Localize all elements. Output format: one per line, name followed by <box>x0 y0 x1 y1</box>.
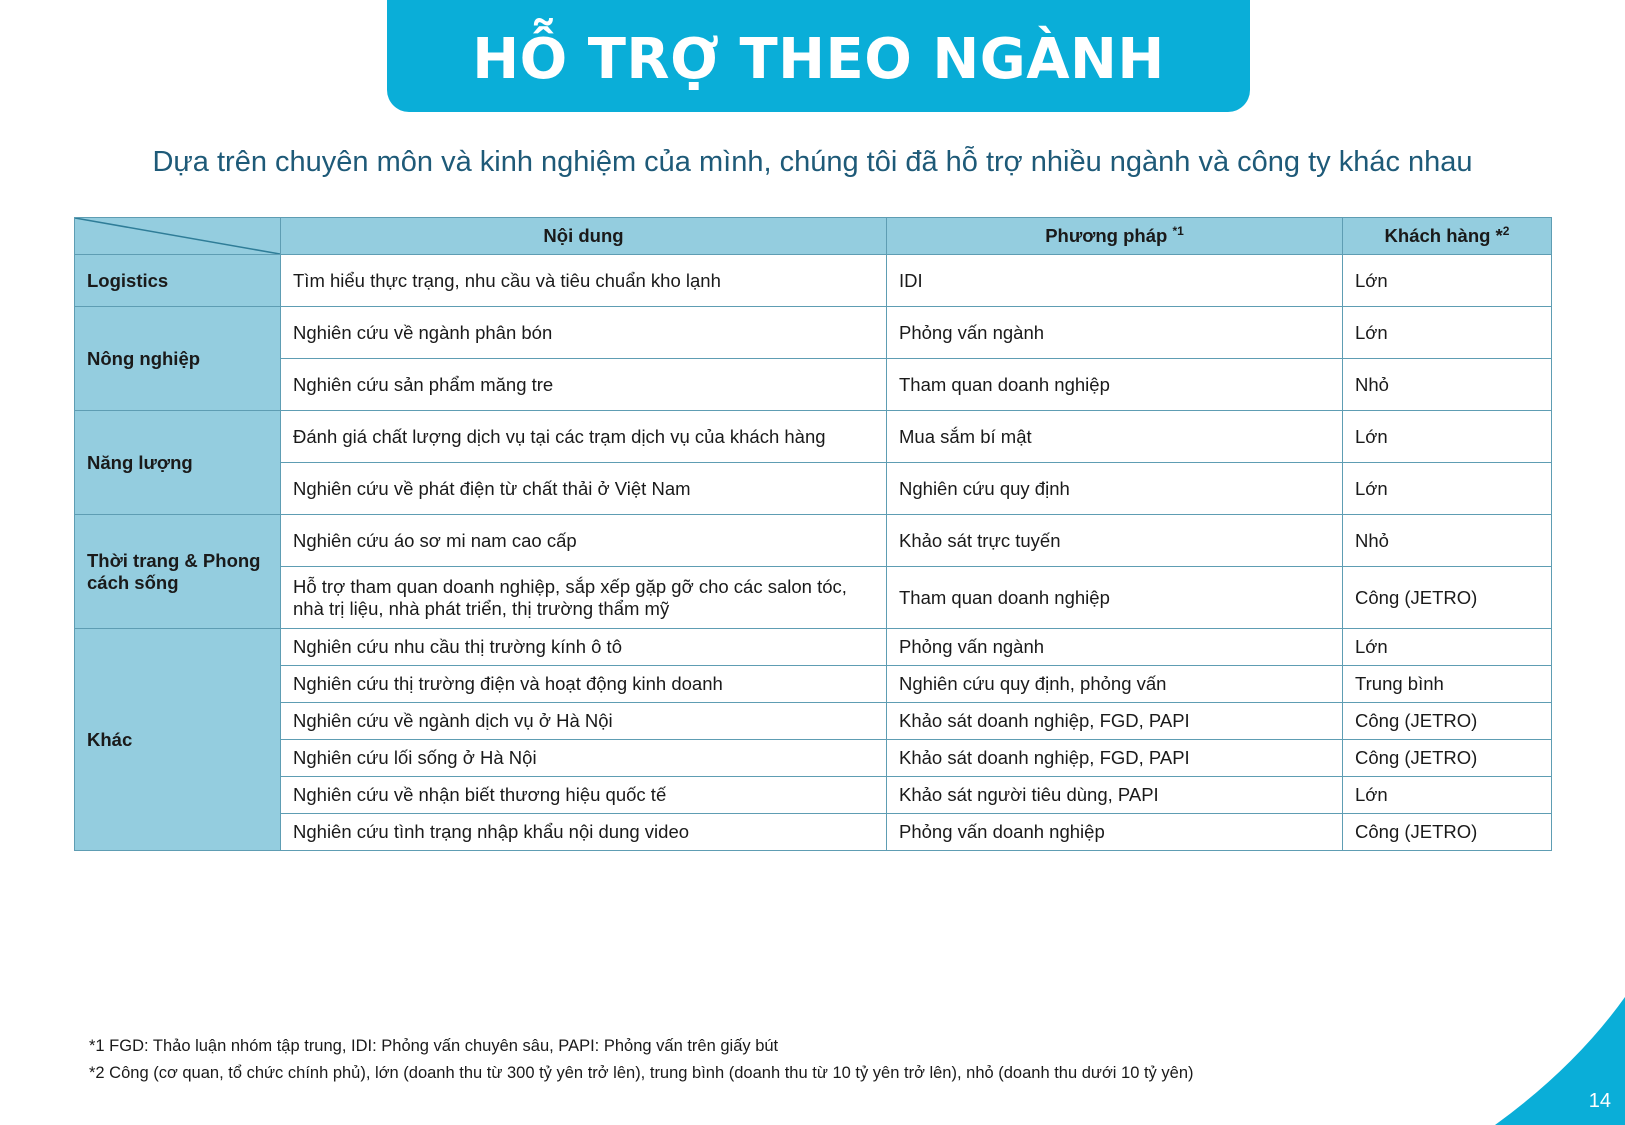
category-logistics: Logistics <box>75 255 281 307</box>
header-client: Khách hàng *$^2$ <box>1343 218 1552 255</box>
cell-content: Nghiên cứu tình trạng nhập khẩu nội dung video <box>281 814 887 851</box>
cell-client: Công (JETRO) <box>1343 814 1552 851</box>
header-content: Nội dung <box>281 218 887 255</box>
cell-method: Tham quan doanh nghiệp <box>887 359 1343 411</box>
cell-method: IDI <box>887 255 1343 307</box>
table-row <box>75 703 1552 740</box>
cell-content: Hỗ trợ tham quan doanh nghiệp, sắp xếp gặp gỡ cho các salon tóc, nhà trị liệu, nhà phát triển, thị trường thẩm mỹ <box>281 567 887 629</box>
category-agriculture: Nông nghiệp <box>75 307 281 411</box>
table-row <box>75 255 1552 307</box>
table-header-row <box>75 218 1552 255</box>
category-energy: Năng lượng <box>75 411 281 515</box>
cell-client: Lớn <box>1343 307 1552 359</box>
footnote-1: *1 FGD: Thảo luận nhóm tập trung, IDI: Phỏng vấn chuyên sâu, PAPI: Phỏng vấn trên giấy bút <box>89 1037 779 1055</box>
page-title: HỖ TRỢ THEO NGÀNH <box>472 26 1165 92</box>
cell-method: Khảo sát trực tuyến <box>887 515 1343 567</box>
cell-content: Nghiên cứu sản phẩm măng tre <box>281 359 887 411</box>
cell-client: Nhỏ <box>1343 359 1552 411</box>
cell-client: Công (JETRO) <box>1343 567 1552 629</box>
cell-client: Lớn <box>1343 629 1552 666</box>
cell-content: Đánh giá chất lượng dịch vụ tại các trạm dịch vụ của khách hàng <box>281 411 887 463</box>
table-row <box>75 814 1552 851</box>
cell-client: Công (JETRO) <box>1343 740 1552 777</box>
cell-method: Phỏng vấn doanh nghiệp <box>887 814 1343 851</box>
table-row <box>75 359 1552 411</box>
cell-method: Nghiên cứu quy định, phỏng vấn <box>887 666 1343 703</box>
table-row <box>75 740 1552 777</box>
cell-content: Nghiên cứu về ngành phân bón <box>281 307 887 359</box>
page-number: 14 <box>1588 1090 1611 1112</box>
table-row <box>75 567 1552 629</box>
cell-method: Phỏng vấn ngành <box>887 629 1343 666</box>
table-row <box>75 411 1552 463</box>
cell-content: Nghiên cứu nhu cầu thị trường kính ô tô <box>281 629 887 666</box>
diagonal-line <box>75 218 280 254</box>
cell-client: Lớn <box>1343 777 1552 814</box>
cell-content: Nghiên cứu áo sơ mi nam cao cấp <box>281 515 887 567</box>
table-row <box>75 629 1552 666</box>
cell-client: Công (JETRO) <box>1343 703 1552 740</box>
cell-method: Khảo sát người tiêu dùng, PAPI <box>887 777 1343 814</box>
table-row <box>75 666 1552 703</box>
cell-client: Lớn <box>1343 411 1552 463</box>
subtitle: Dựa trên chuyên môn và kinh nghiệm của mình, chúng tôi đã hỗ trợ nhiều ngành và công ty khác nhau <box>152 146 1473 178</box>
cell-method: Mua sắm bí mật <box>887 411 1343 463</box>
corner-cell <box>75 218 281 255</box>
industry-support-table <box>74 217 1552 851</box>
cell-client: Trung bình <box>1343 666 1552 703</box>
cell-method: Nghiên cứu quy định <box>887 463 1343 515</box>
footnote-2: *2 Công (cơ quan, tổ chức chính phủ), lớn (doanh thu từ 300 tỷ yên trở lên), trung bình (doanh thu từ 10 tỷ yên trở lên), nhỏ (doanh thu dưới 10 tỷ yên) <box>89 1064 1194 1082</box>
category-fashion-lifestyle: Thời trang & Phong cách sống <box>75 515 281 629</box>
cell-content: Nghiên cứu về nhận biết thương hiệu quốc tế <box>281 777 887 814</box>
cell-content: Tìm hiểu thực trạng, nhu cầu và tiêu chuẩn kho lạnh <box>281 255 887 307</box>
header-method: Phương pháp $^{*1}$ <box>887 218 1343 255</box>
category-other: Khác <box>75 629 281 851</box>
cell-client: Lớn <box>1343 255 1552 307</box>
title-banner <box>387 0 1250 112</box>
table-row <box>75 777 1552 814</box>
table-row <box>75 463 1552 515</box>
footnotes <box>89 1033 1194 1087</box>
table-row <box>75 307 1552 359</box>
cell-client: Lớn <box>1343 463 1552 515</box>
cell-content: Nghiên cứu lối sống ở Hà Nội <box>281 740 887 777</box>
cell-method: Khảo sát doanh nghiệp, FGD, PAPI <box>887 740 1343 777</box>
table-row <box>75 515 1552 567</box>
cell-content: Nghiên cứu thị trường điện và hoạt động kinh doanh <box>281 666 887 703</box>
cell-method: Phỏng vấn ngành <box>887 307 1343 359</box>
cell-content: Nghiên cứu về phát điện từ chất thải ở Việt Nam <box>281 463 887 515</box>
cell-content: Nghiên cứu về ngành dịch vụ ở Hà Nội <box>281 703 887 740</box>
cell-client: Nhỏ <box>1343 515 1552 567</box>
cell-method: Khảo sát doanh nghiệp, FGD, PAPI <box>887 703 1343 740</box>
cell-method: Tham quan doanh nghiệp <box>887 567 1343 629</box>
